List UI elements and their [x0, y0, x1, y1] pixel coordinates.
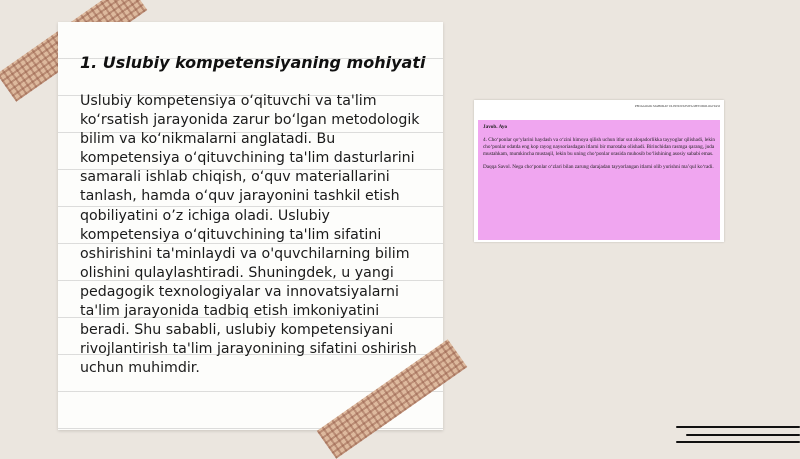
decorative-line-2	[686, 434, 800, 436]
body-paragraph: Uslubiy kompetensiya o‘qituvchi va ta'lim ko‘rsatish jarayonida zarur bo‘lgan metodologik bilim va ko‘nikmalarni anglatadi. Bu kompetensiya o‘qituvchining ta'lim dasturlarini samarali ishlab chiqish, o‘quv materiallarini tanlash, hamda o‘quv jarayonini tashkil etish qobiliyatini o’z ichiga oladi. Uslubiy kompetensiya o‘qituvchining ta'lim sifatini oshirishini ta'minlaydi va o'quvchilarning bilim olishini qulaylashtiradi. Shuningdek, u yangi pedagogik texnologiyalar va innovatsiyalarni ta'lim jarayonida tadbiq etish imkoniyatini beradi. Shu sababli, uslubiy kompetensiyani rivojlantirish ta'lim jarayonining sifatini oshirish uchun muhimdir.	[80, 93, 420, 377]
decorative-line-1	[676, 426, 800, 428]
document-paragraph-2: Daqqa Savol. Nega cho‘ponlar o‘zlari bilan zarung darajadan tayyorlangan itlarni olib yurishni ma’qul ko‘radi.	[483, 164, 714, 170]
decorative-line-3	[676, 441, 800, 443]
document-highlighted-area	[478, 120, 720, 240]
document-header: PEDAGOGIK MAHORAT VA INNOVATSIYA METODOLOGIYASI	[634, 104, 720, 108]
document-paragraph-1: 4. Cho‘ponlar qo‘ylarini haydash va o‘zini himoya qilish uchun itlar sut aloqadorlikka tayyoglar qilishadi, lekin cho‘ponlar odatda eng kop rayog naysoriasdagan itlarni bir marotaba olishadi. Birinchidan rasmga qarang, juda mustahkam, mumkincha mustaqil, lekin bu uning cho‘ponlar orasida muhosib bo‘lishining asosiy sababi emas.	[483, 137, 715, 157]
document-title: Javob. Ayo	[483, 124, 508, 130]
section-heading: 1. Uslubiy kompetensiyaning mohiyati	[80, 53, 426, 72]
document-image	[474, 100, 724, 242]
